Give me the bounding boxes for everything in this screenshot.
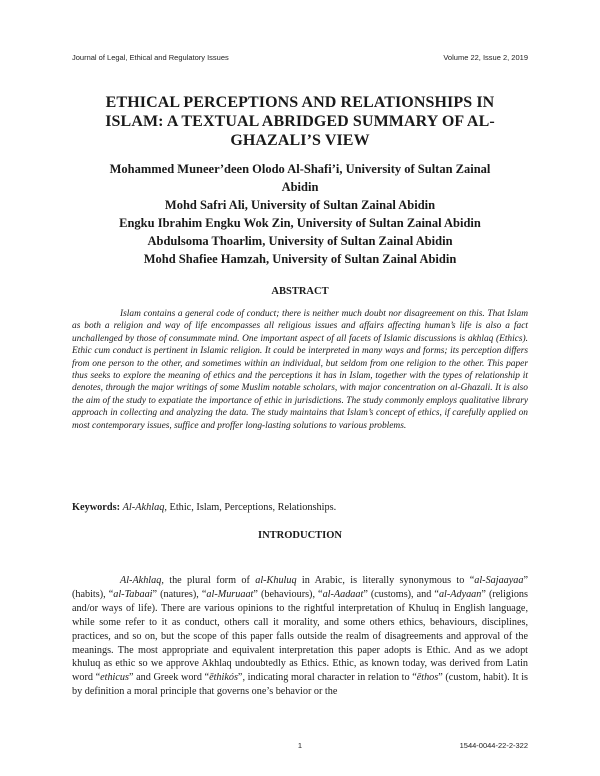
abstract-heading: ABSTRACT [271,286,329,297]
running-header [72,53,528,62]
intro-term: al-Adyaan [438,588,482,600]
author-line: Mohammed Muneer’deen Olodo Al-Shafi’i, University of Sultan Zainal Abidin [109,162,491,194]
author-line: Abdulsoma Thoarlim, University of Sultan Zainal Abidin [147,234,453,248]
author-line: Mohd Safri Ali, University of Sultan Zainal Abidin [164,198,436,212]
intro-text: in Arabic, is literally synonymous to “ [296,575,475,586]
author-line: Engku Ibrahim Engku Wok Zin, University of Sultan Zainal Abidin [119,216,481,230]
intro-text: ” (habits), “ [72,575,529,600]
intro-term: Al-Akhlaq [120,575,162,586]
intro-text: ” (natures), “ [152,588,207,600]
keywords-rest: , Ethic, Islam, Perceptions, Relationships. [164,502,337,513]
intro-term: ēthikós [209,672,238,684]
intro-term: ethicus [100,672,129,684]
keywords-label: Keywords: [72,502,121,513]
intro-term: al-Sajaayaa [474,575,524,586]
intro-text: , the plural form of [161,575,256,586]
keywords-line [72,502,528,513]
intro-term: al-Muruaat [206,588,254,600]
keyword-first: Al-Akhlaq [122,502,165,513]
intro-term: al-Aadaat [322,588,364,600]
journal-name: Journal of Legal, Ethical and Regulatory Issues [72,53,229,62]
intro-term: ēthos [416,672,439,684]
author-list [90,160,510,268]
intro-term: al-Khuluq [255,575,297,586]
intro-text: ” (behaviours), “ [253,588,323,600]
intro-text: ” (religions and/or ways of life). There are various opinions to the rightful interpretation of Khuluq in English language, while some refer to it as conduct, others call it morality, and some others ethics, behaviours, disciplines, practices, and so on, but the scope of this paper falls outside the realm of disagreements and approval of the meanings. The most appropriate and equivalent interpretation this paper adopts is Ethic. And as we adopt khuluq as ethic so we approve Akhlaq undoubtedly as Ethics. Ethic, as known today, was derived from Latin word “ [72,588,528,684]
volume-issue: Volume 22, Issue 2, 2019 [443,53,528,62]
article-id: 1544-0044-22-2-322 [459,741,528,750]
intro-text: ” (customs), and “ [363,588,439,600]
intro-text: ”, indicating moral character in relation to “ [237,672,417,684]
intro-term: al-Tabaai [113,588,153,600]
abstract-body: Islam contains a general code of conduct; there is neither much doubt nor disagreement on this. That Islam as both a religion and way of life encompasses all religious issues and affairs affecting human’s life is also a fact unchallenged by those of consummate mind. One important aspect of all facets of Islamic discussions is akhlaq (Ethics). Ethic cum conduct is pertinent in Islamic religion. It could be interpreted in many ways and forms; its perception differs from one person to the other, and sometimes within an individual, but seldom from one religion to the other. This paper thus seeks to explore the meaning of ethics and the perceptions it has in Islam, together with the types of relationship it denotes, through the major writings of some Muslim notable scholars, with major concentration on al-Ghazali. It is also the aim of the study to expatiate the importance of ethic in jurisdictions. The study commonly employs qualitative library approach in collecting and analyzing the data. The study maintains that Islam’s concept of ethics, if carefully applied on most contemporary issues, suffice and proffer long-lasting solutions to various problems. [72,309,528,431]
page-number: 1 [297,741,303,750]
author-line: Mohd Shafiee Hamzah, University of Sultan Zainal Abidin [143,252,457,266]
intro-text: ” and Greek word “ [128,672,210,684]
paper-title: ETHICAL PERCEPTIONS AND RELATIONSHIPS IN ISLAM: A TEXTUAL ABRIDGED SUMMARY OF AL-GHAZALI’S VIEW [105,94,495,149]
introduction-body [72,574,528,699]
introduction-heading: INTRODUCTION [257,530,342,541]
intro-text: ” (custom, habit). It is by definition a moral principle that governs one’s behavior or the [72,672,528,698]
